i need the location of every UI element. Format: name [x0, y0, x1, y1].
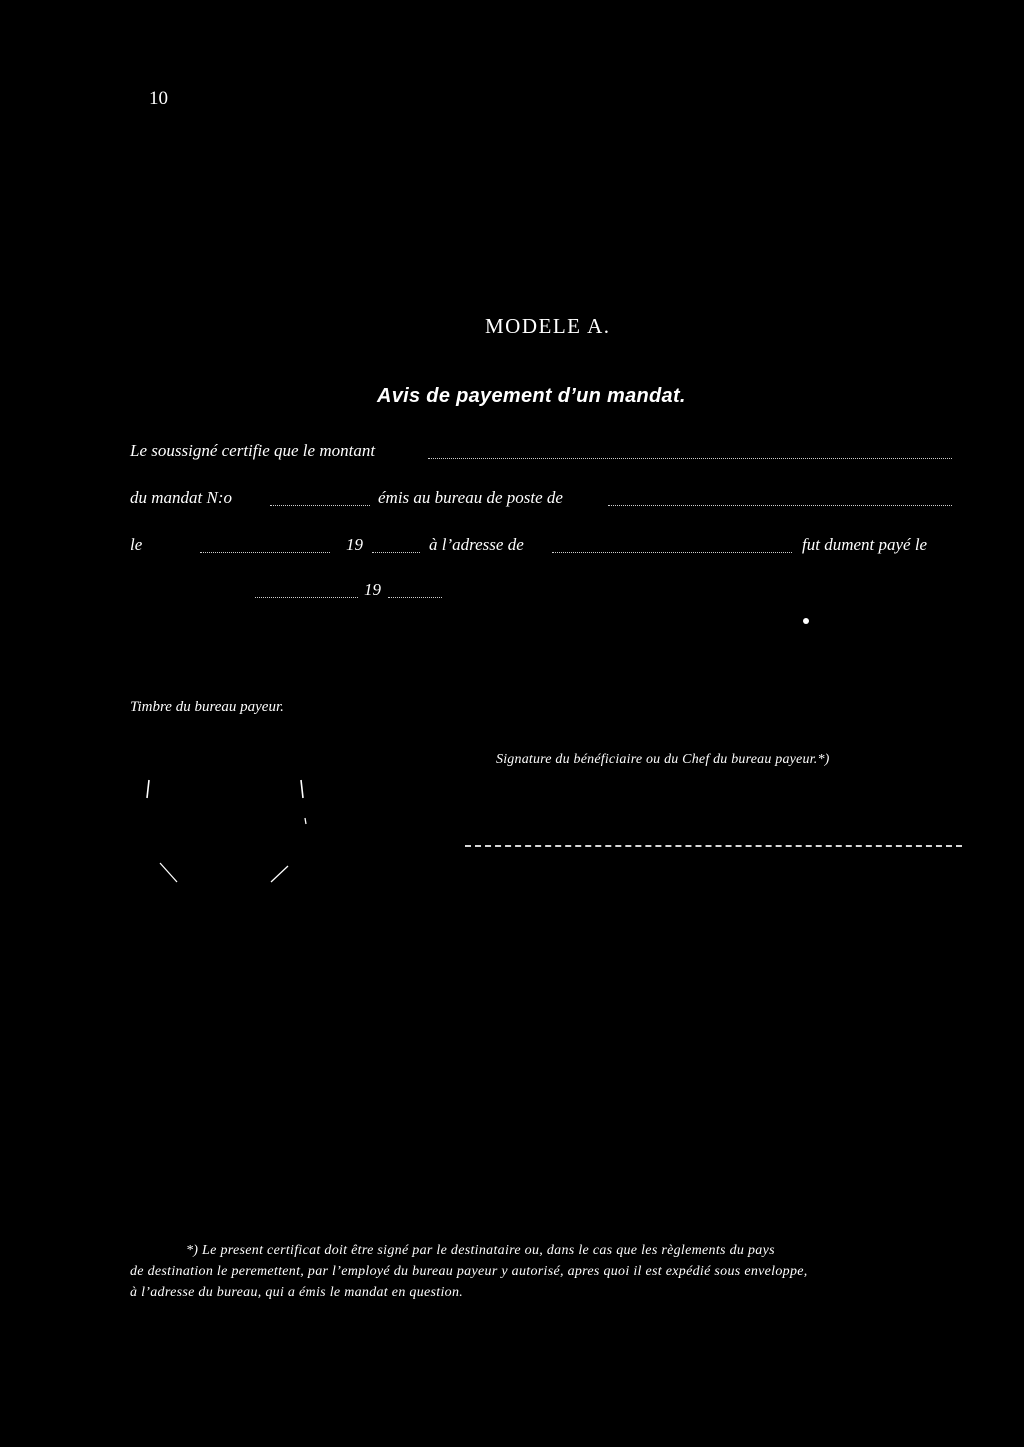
- form-title: Avis de payement d’un mandat.: [377, 385, 686, 407]
- payment-year-prefix: 19: [364, 580, 381, 599]
- footnote: [130, 1240, 970, 1303]
- issue-date-field[interactable]: [200, 552, 330, 553]
- payment-date-field[interactable]: [255, 597, 358, 598]
- bullet-mark: [803, 618, 809, 624]
- issuing-office-label: émis au bureau de poste de: [378, 488, 563, 507]
- signature-label: Signature du bénéficiaire ou du Chef du bureau payeur.*): [496, 752, 830, 767]
- signature-field[interactable]: [465, 845, 962, 847]
- amount-field[interactable]: [428, 458, 952, 459]
- stamp-circle-outline: [140, 778, 320, 888]
- order-number-label: du mandat N:o: [130, 488, 232, 507]
- issue-year-field[interactable]: [372, 552, 420, 553]
- issuing-office-field[interactable]: [608, 505, 952, 506]
- payee-address-label: à l’adresse de: [429, 535, 524, 554]
- issue-year-prefix: 19: [346, 535, 363, 554]
- footnote-line: *) Le present certificat doit être signé par le destinataire ou, dans le cas que les règlements du pays: [186, 1243, 775, 1258]
- payment-year-field[interactable]: [388, 597, 442, 598]
- payee-address-field[interactable]: [552, 552, 792, 553]
- certify-amount-label: Le soussigné certifie que le montant: [130, 441, 376, 460]
- model-title: MODELE A.: [485, 314, 611, 338]
- paid-on-label: fut dument payé le: [802, 535, 928, 554]
- footnote-line: de destination le peremettent, par l’employé du bureau payeur y autorisé, apres quoi il est expédié sous enveloppe,: [130, 1264, 808, 1279]
- page-number: 10: [149, 88, 168, 109]
- footnote-line: à l’adresse du bureau, qui a émis le mandat en question.: [130, 1285, 464, 1300]
- issue-date-label: le: [130, 535, 143, 554]
- order-number-field[interactable]: [270, 505, 370, 506]
- stamp-label: Timbre du bureau payeur.: [130, 699, 284, 715]
